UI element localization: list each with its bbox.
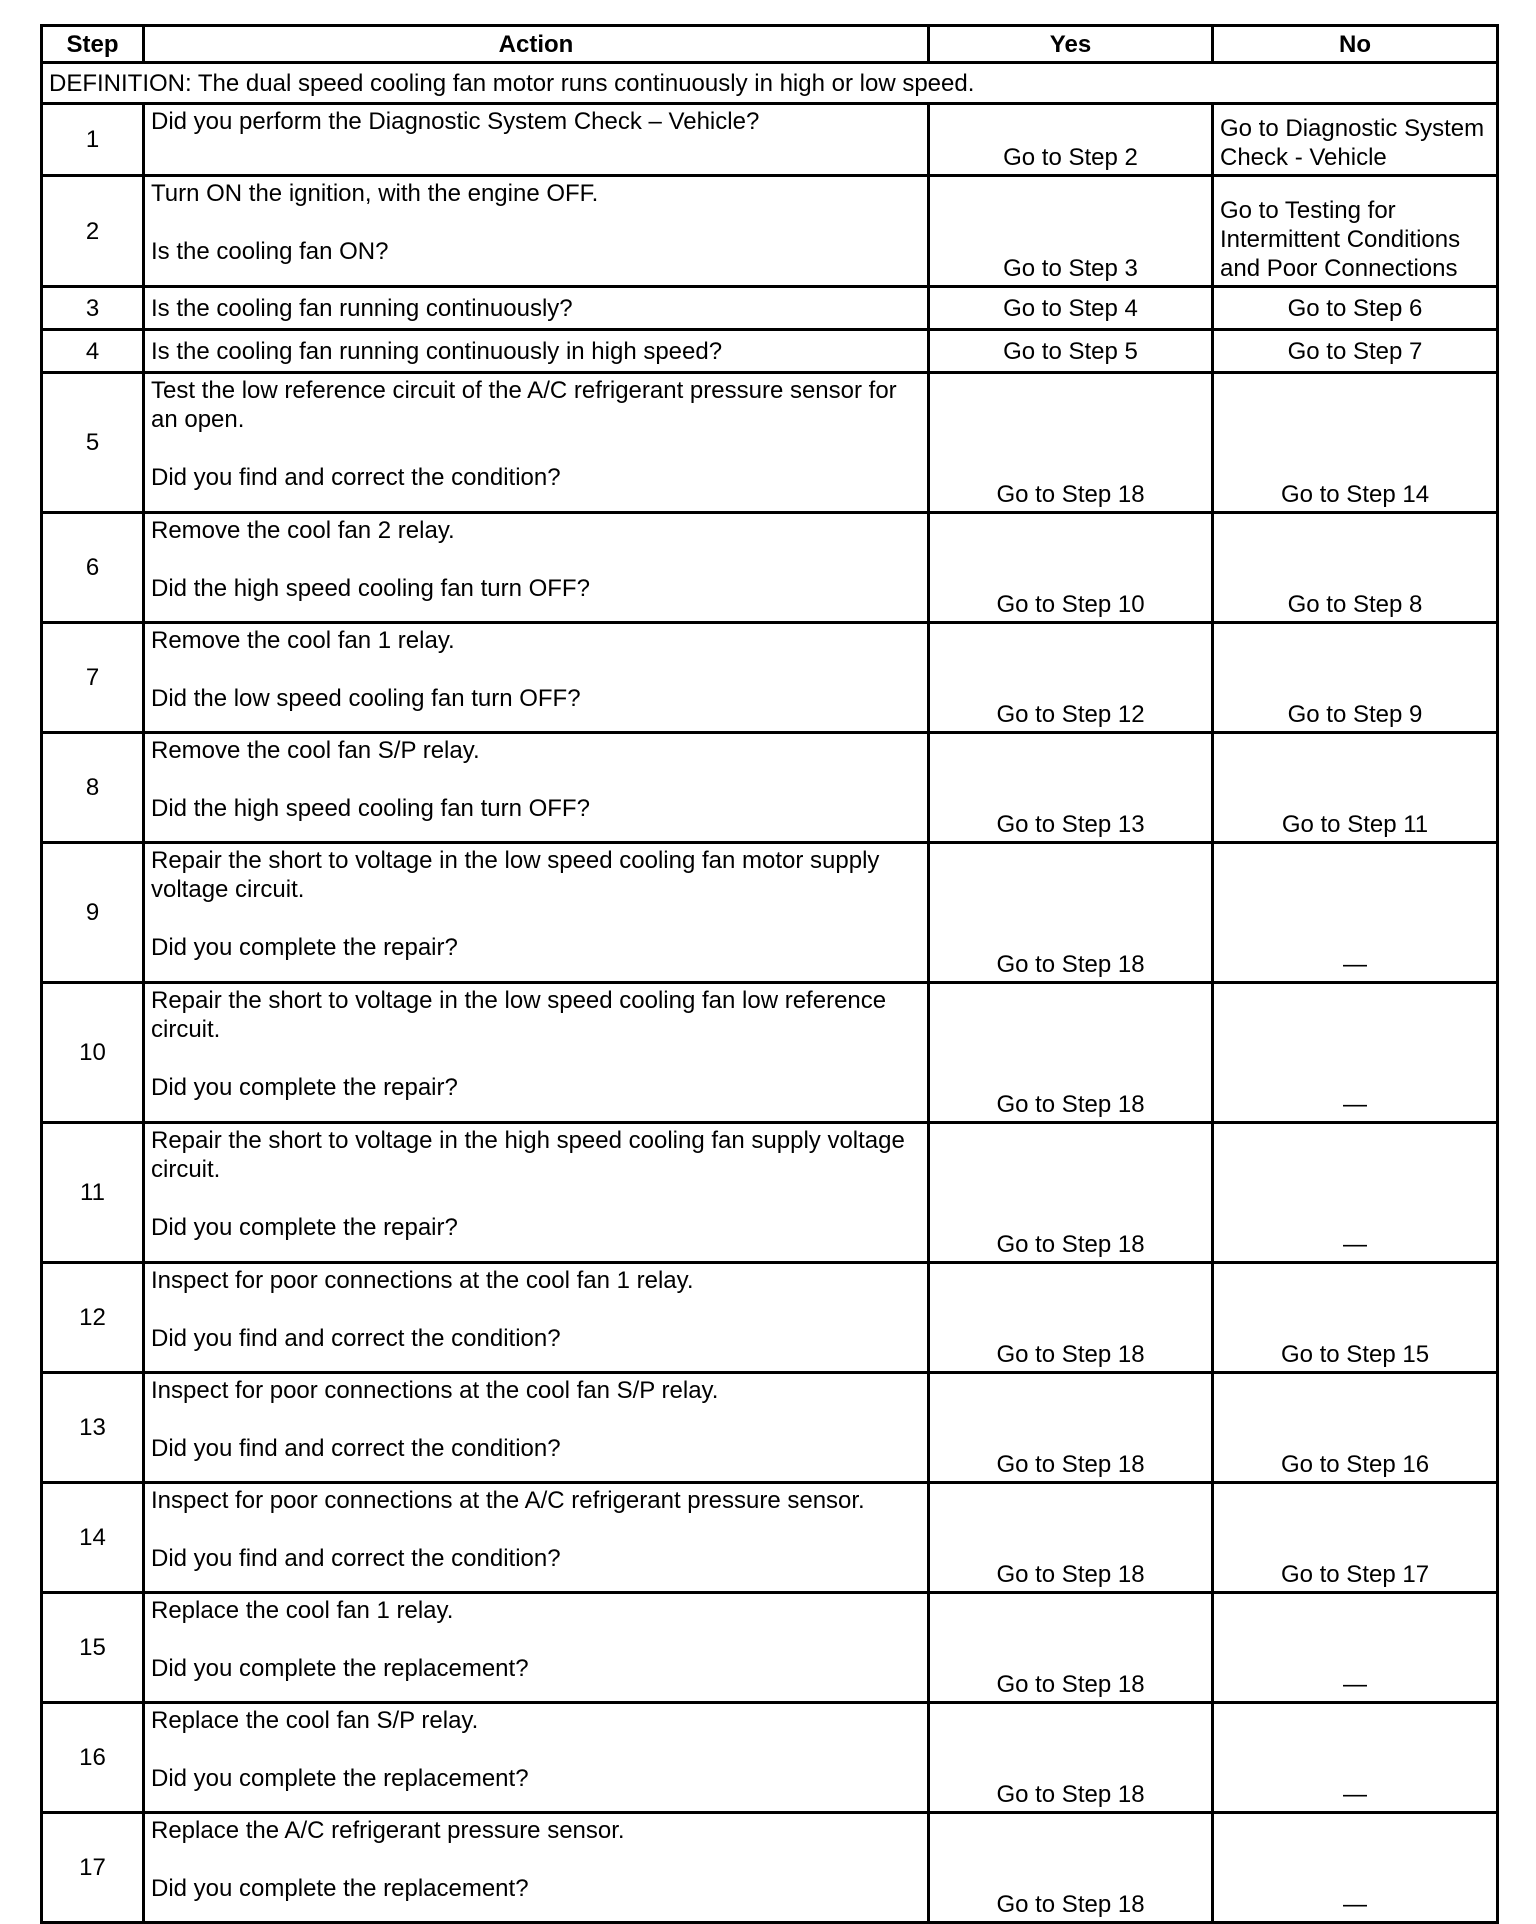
action-text: Is the cooling fan running continuously?: [144, 287, 929, 330]
action-question: Did you find and correct the condition?: [151, 1435, 561, 1462]
yes-result: Go to Step 18: [929, 1593, 1213, 1703]
yes-result: Go to Step 18: [929, 1373, 1213, 1483]
no-column-header: No: [1213, 26, 1498, 63]
step-number: 2: [42, 176, 144, 287]
action-question: Did the high speed cooling fan turn OFF?: [151, 795, 590, 822]
step-number: 6: [42, 513, 144, 623]
yes-result: Go to Step 18: [929, 1123, 1213, 1263]
table-row: [42, 623, 1498, 733]
no-result: —: [1213, 1123, 1498, 1263]
action-instruction: Turn ON the ignition, with the engine OFF.: [151, 180, 599, 207]
step-number: 1: [42, 104, 144, 176]
action-question: Did you complete the replacement?: [151, 1875, 529, 1902]
no-result: —: [1213, 1813, 1498, 1923]
action-question: Is the cooling fan ON?: [151, 238, 389, 265]
yes-result: Go to Step 3: [929, 176, 1213, 287]
action-question: Did the low speed cooling fan turn OFF?: [151, 685, 581, 712]
action-instruction: Replace the cool fan 1 relay.: [151, 1597, 454, 1624]
action-question: Did you complete the replacement?: [151, 1765, 529, 1792]
action-instruction: Remove the cool fan S/P relay.: [151, 737, 480, 764]
action-instruction: Repair the short to voltage in the high speed cooling fan supply voltage circuit.: [151, 1127, 905, 1183]
definition-text: DEFINITION: The dual speed cooling fan motor runs continuously in high or low speed.: [42, 63, 1498, 104]
action-text: [144, 513, 929, 623]
action-question: Did you complete the repair?: [151, 934, 458, 961]
action-instruction: Remove the cool fan 2 relay.: [151, 517, 455, 544]
yes-result: Go to Step 18: [929, 1483, 1213, 1593]
table-row: [42, 513, 1498, 623]
action-text: [144, 1123, 929, 1263]
table-row: [42, 287, 1498, 330]
no-result: Go to Step 6: [1213, 287, 1498, 330]
action-text: [144, 1373, 929, 1483]
step-number: 10: [42, 983, 144, 1123]
table-row: [42, 733, 1498, 843]
yes-result: Go to Step 18: [929, 373, 1213, 513]
header-row: [42, 26, 1498, 63]
no-result: Go to Step 14: [1213, 373, 1498, 513]
step-number: 17: [42, 1813, 144, 1923]
step-number: 15: [42, 1593, 144, 1703]
action-question: Did you find and correct the condition?: [151, 1325, 561, 1352]
table-row: [42, 176, 1498, 287]
step-number: 14: [42, 1483, 144, 1593]
step-number: 11: [42, 1123, 144, 1263]
step-number: 3: [42, 287, 144, 330]
action-text: [144, 843, 929, 983]
action-question: Did you complete the replacement?: [151, 1655, 529, 1682]
table-row: [42, 373, 1498, 513]
action-text: [144, 1483, 929, 1593]
action-instruction: Inspect for poor connections at the cool fan S/P relay.: [151, 1377, 719, 1404]
table-row: [42, 1703, 1498, 1813]
no-result: —: [1213, 843, 1498, 983]
action-text: [144, 373, 929, 513]
table-row: [42, 1263, 1498, 1373]
action-instruction: Did you perform the Diagnostic System Check – Vehicle?: [151, 108, 760, 135]
step-number: 16: [42, 1703, 144, 1813]
action-instruction: Inspect for poor connections at the A/C refrigerant pressure sensor.: [151, 1487, 865, 1514]
action-text: [144, 104, 929, 176]
yes-result: Go to Step 18: [929, 1263, 1213, 1373]
action-question: Did the high speed cooling fan turn OFF?: [151, 575, 590, 602]
action-question: Did you find and correct the condition?: [151, 1545, 561, 1572]
table-row: [42, 843, 1498, 983]
table-row: [42, 983, 1498, 1123]
action-text: [144, 1593, 929, 1703]
action-instruction: Repair the short to voltage in the low speed cooling fan motor supply voltage circuit.: [151, 847, 880, 903]
action-instruction: Replace the cool fan S/P relay.: [151, 1707, 479, 1734]
yes-column-header: Yes: [929, 26, 1213, 63]
yes-result: Go to Step 4: [929, 287, 1213, 330]
table-row: [42, 1593, 1498, 1703]
table-row: [42, 330, 1498, 373]
action-text: [144, 733, 929, 843]
action-text: Is the cooling fan running continuously in high speed?: [144, 330, 929, 373]
step-number: 12: [42, 1263, 144, 1373]
action-question: Did you find and correct the condition?: [151, 464, 561, 491]
table-row: [42, 104, 1498, 176]
table-row: [42, 1813, 1498, 1923]
action-text: [144, 1263, 929, 1373]
no-result: Go to Step 15: [1213, 1263, 1498, 1373]
action-text: [144, 1813, 929, 1923]
no-result: Go to Step 16: [1213, 1373, 1498, 1483]
no-result: —: [1213, 1593, 1498, 1703]
no-result: Go to Testing for Intermittent Conditions and Poor Connections: [1213, 176, 1498, 287]
action-question: Did you complete the repair?: [151, 1214, 458, 1241]
action-text: [144, 1703, 929, 1813]
table-row: [42, 1483, 1498, 1593]
yes-result: Go to Step 5: [929, 330, 1213, 373]
no-result: —: [1213, 1703, 1498, 1813]
action-instruction: Repair the short to voltage in the low speed cooling fan low reference circuit.: [151, 987, 887, 1043]
definition-row: [42, 63, 1498, 104]
action-text: [144, 176, 929, 287]
no-result: Go to Step 11: [1213, 733, 1498, 843]
table-row: [42, 1123, 1498, 1263]
step-number: 13: [42, 1373, 144, 1483]
yes-result: Go to Step 2: [929, 104, 1213, 176]
yes-result: Go to Step 18: [929, 843, 1213, 983]
yes-result: Go to Step 18: [929, 1703, 1213, 1813]
action-question: Did you complete the repair?: [151, 1074, 458, 1101]
action-text: [144, 983, 929, 1123]
step-column-header: Step: [42, 26, 144, 63]
action-instruction: Test the low reference circuit of the A/C refrigerant pressure sensor for an open.: [151, 377, 897, 433]
no-result: Go to Step 7: [1213, 330, 1498, 373]
yes-result: Go to Step 12: [929, 623, 1213, 733]
action-instruction: Inspect for poor connections at the cool fan 1 relay.: [151, 1267, 694, 1294]
yes-result: Go to Step 18: [929, 1813, 1213, 1923]
step-number: 7: [42, 623, 144, 733]
action-column-header: Action: [144, 26, 929, 63]
step-number: 8: [42, 733, 144, 843]
yes-result: Go to Step 18: [929, 983, 1213, 1123]
no-result: Go to Diagnostic System Check - Vehicle: [1213, 104, 1498, 176]
action-text: [144, 623, 929, 733]
no-result: —: [1213, 983, 1498, 1123]
step-number: 4: [42, 330, 144, 373]
step-number: 5: [42, 373, 144, 513]
diagnostic-table: [40, 24, 1499, 1924]
yes-result: Go to Step 13: [929, 733, 1213, 843]
action-instruction: Remove the cool fan 1 relay.: [151, 627, 455, 654]
table-row: [42, 1373, 1498, 1483]
no-result: Go to Step 8: [1213, 513, 1498, 623]
yes-result: Go to Step 10: [929, 513, 1213, 623]
action-instruction: Replace the A/C refrigerant pressure sensor.: [151, 1817, 625, 1844]
no-result: Go to Step 17: [1213, 1483, 1498, 1593]
no-result: Go to Step 9: [1213, 623, 1498, 733]
step-number: 9: [42, 843, 144, 983]
